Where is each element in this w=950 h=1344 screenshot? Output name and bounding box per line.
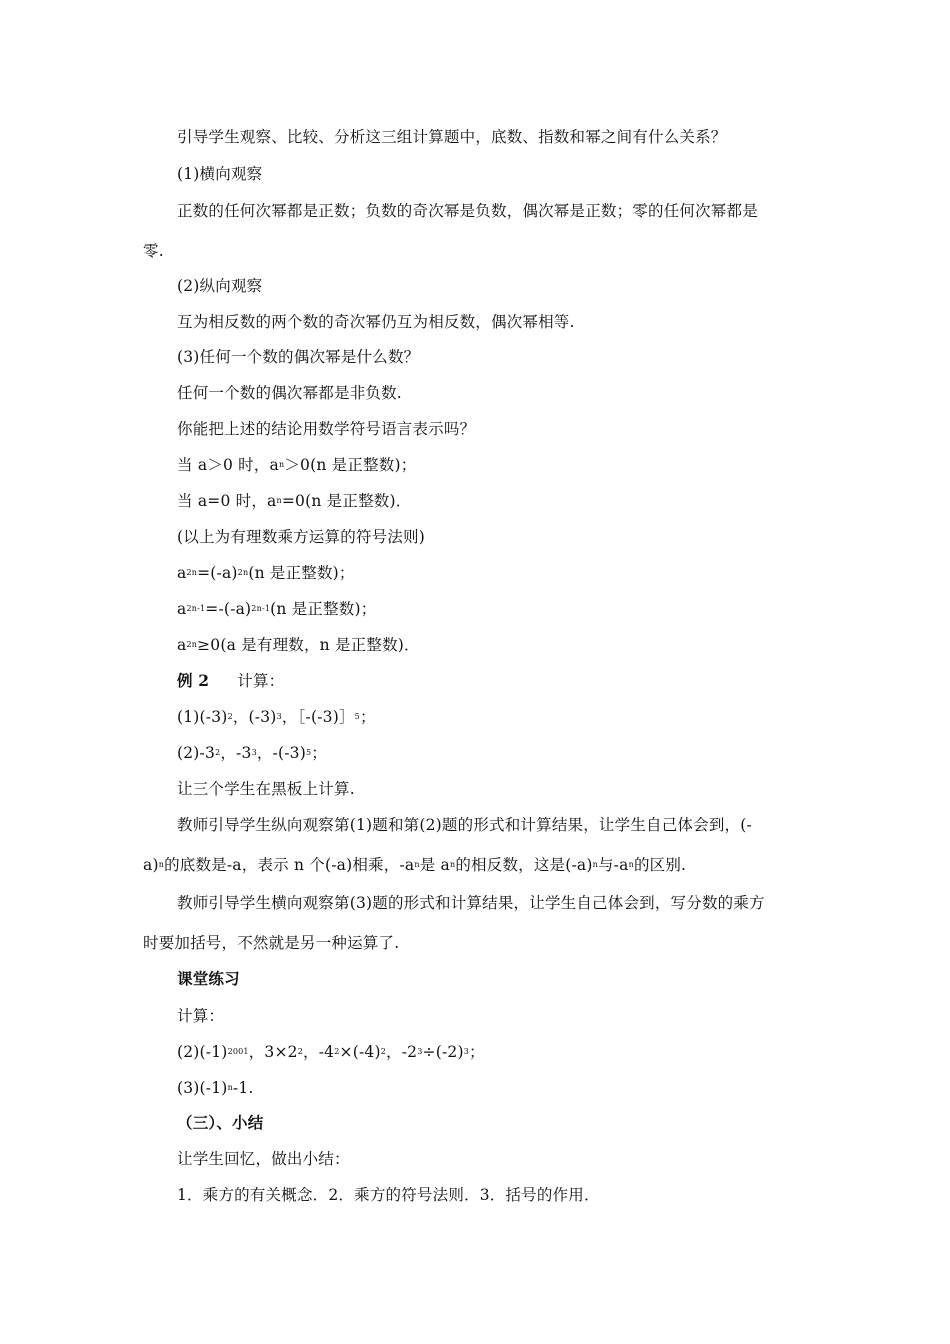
answer-even-powers: 任何一个数的偶次幂都是非负数. [177, 384, 402, 402]
example-label: 例 2 [177, 671, 210, 690]
paragraph-guide: 引导学生观察、比较、分析这三组计算题中，底数、指数和幂之间有什么关系？ [177, 128, 727, 146]
summary-points: 1．乘方的有关概念．2．乘方的符号法则．3．括号的作用． [177, 1186, 600, 1204]
paragraph-horizontal-guide-cont: 时要加括号，不然就是另一种运算了. [143, 934, 400, 952]
practice-item-2: $(2)(-1)^{2001}$，$3\times 2^2$，$-4^2\times(-4)^2$，$-2^3\div(-2)^3$； [177, 1043, 485, 1061]
paragraph-vertical-guide: 教师引导学生纵向观察第(1)题和第(2)题的形式和计算结果，让学生自己体会到，(- [177, 816, 752, 834]
heading-horizontal-observation: (1)横向观察 [177, 165, 263, 183]
heading-classroom-practice: 课堂练习 [177, 969, 240, 988]
question-symbolic: 你能把上述的结论用数学符号语言表示吗？ [177, 420, 476, 438]
formula-even-power: $a^{2n}=(-a)^{2n}(n$ 是正整数)； [177, 564, 355, 582]
heading-summary: （三）、小结 [177, 1113, 264, 1132]
example-item-2: $(2)-3^2$，$-3^3$，$-(-3)^5$； [177, 744, 327, 762]
practice-intro: 计算： [177, 1007, 225, 1025]
paragraph-horizontal-guide: 教师引导学生横向观察第(3)题的形式和计算结果，让学生自己体会到，写分数的乘方 [177, 894, 765, 912]
paragraph-vertical-guide-cont: a)$^n$的底数是-a，表示 n 个(-a)相乘，$-a^n$是 $a^n$的相反数，这是$(-a)^n$与$-a^n$的区别. [143, 856, 687, 874]
heading-vertical-observation: (2)纵向观察 [177, 277, 263, 295]
formula-odd-power: $a^{2n-1}=-(-a)^{2n-1}(n$ 是正整数)； [177, 600, 377, 618]
rule-a-positive: 当 a＞0 时，$a^n>0(n$ 是正整数)； [177, 456, 417, 474]
rule-note: (以上为有理数乘方运算的符号法则) [177, 528, 425, 546]
paragraph-opposite-numbers: 互为相反数的两个数的奇次幂仍互为相反数，偶次幂相等. [177, 313, 575, 331]
paragraph-blackboard: 让三个学生在黑板上计算. [177, 780, 355, 798]
formula-nonnegative: $a^{2n}\ge 0(a$ 是有理数，n 是正整数)． [177, 636, 420, 654]
summary-intro: 让学生回忆，做出小结： [177, 1150, 350, 1168]
question-even-powers: (3)任何一个数的偶次幂是什么数？ [177, 348, 420, 366]
paragraph-positive-powers-cont: 零. [143, 242, 164, 260]
example-item-1: $(1)(-3)^2$，$(-3)^3$，［-(-3)］$^5$； [177, 708, 376, 726]
practice-item-3: $(3)(-1)^n-1$. [177, 1079, 254, 1097]
example-2-heading: 例 2 计算： [177, 671, 285, 690]
paragraph-positive-powers: 正数的任何次幂都是正数；负数的奇次幂是负数，偶次幂是正数；零的任何次幂都是 [177, 202, 758, 220]
rule-a-zero: 当 a=0 时，$a^n=0(n$ 是正整数)． [177, 492, 412, 510]
